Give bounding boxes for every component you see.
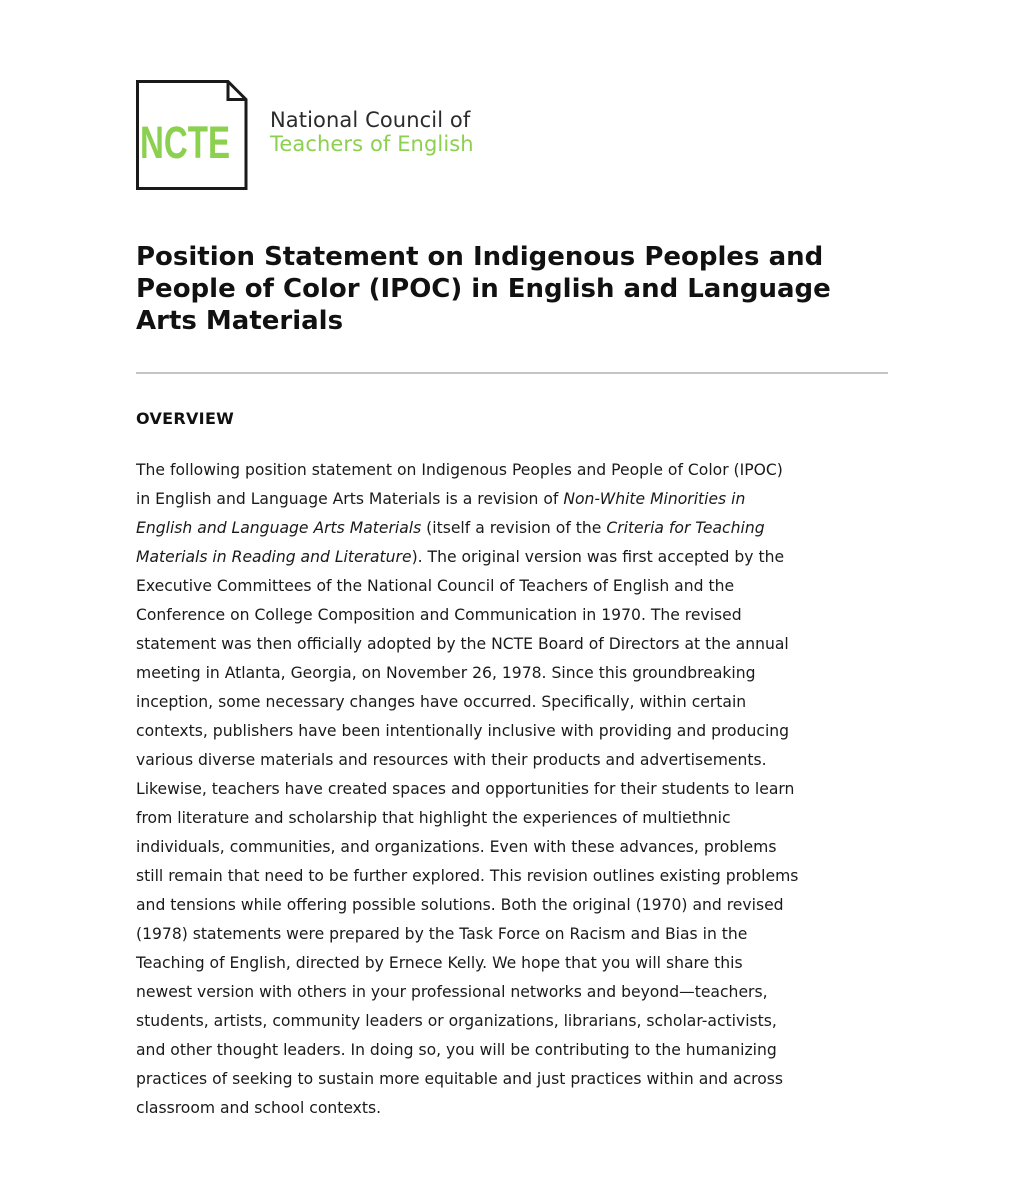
text-run: in English and Language Arts Materials is a revision of xyxy=(136,490,564,508)
paragraph-line xyxy=(136,543,896,572)
text-run: ). The original version was first accepted by the xyxy=(411,548,785,566)
paragraph-line xyxy=(136,514,896,543)
paragraph-line xyxy=(136,949,896,978)
document-title: Position Statement on Indigenous Peoples and People of Color (IPOC) in English and Language Arts Materials xyxy=(136,242,831,336)
text-run: various diverse materials and resources with their products and advertisements. xyxy=(136,751,767,769)
title-divider xyxy=(136,372,888,374)
paragraph-line xyxy=(136,630,896,659)
paragraph-line xyxy=(136,659,896,688)
text-run: (1978) statements were prepared by the Task Force on Racism and Bias in the xyxy=(136,925,748,943)
paragraph-line xyxy=(136,775,896,804)
paragraph-line xyxy=(136,833,896,862)
text-run: inception, some necessary changes have occurred. Specifically, within certain xyxy=(136,693,747,711)
paragraph-line xyxy=(136,746,896,775)
paragraph-line xyxy=(136,862,896,891)
paragraph-line xyxy=(136,572,896,601)
text-run: (itself a revision of the xyxy=(421,519,607,537)
text-run: classroom and school contexts. xyxy=(136,1099,382,1117)
organization-name-line2: Teachers of English xyxy=(270,132,474,156)
paragraph-line xyxy=(136,1007,896,1036)
text-run: students, artists, community leaders or organizations, librarians, scholar-activists, xyxy=(136,1012,777,1030)
text-run: from literature and scholarship that highlight the experiences of multiethnic xyxy=(136,809,731,827)
paragraph-line xyxy=(136,920,896,949)
text-run: contexts, publishers have been intentionally inclusive with providing and producing xyxy=(136,722,790,740)
paragraph-line xyxy=(136,456,896,485)
overview-paragraph xyxy=(136,456,896,1123)
paragraph-line xyxy=(136,978,896,1007)
paragraph-line xyxy=(136,717,896,746)
paragraph-line xyxy=(136,804,896,833)
organization-name-line1: National Council of xyxy=(270,108,471,132)
italic-title-text: Criteria for Teaching xyxy=(606,519,765,537)
paragraph-line xyxy=(136,1065,896,1094)
section-heading-overview: OVERVIEW xyxy=(136,409,235,428)
organization-name xyxy=(270,108,474,156)
italic-title-text: English and Language Arts Materials xyxy=(136,519,422,537)
ncte-logo-mark xyxy=(136,80,248,190)
paragraph-line xyxy=(136,688,896,717)
text-run: newest version with others in your professional networks and beyond—teachers, xyxy=(136,983,768,1001)
logo-mark-text: NCTE xyxy=(140,117,230,168)
paragraph-line xyxy=(136,891,896,920)
text-run: meeting in Atlanta, Georgia, on November 26, 1978. Since this groundbreaking xyxy=(136,664,756,682)
text-run: individuals, communities, and organizations. Even with these advances, problems xyxy=(136,838,777,856)
paragraph-line xyxy=(136,1036,896,1065)
text-run: and other thought leaders. In doing so, you will be contributing to the humanizing xyxy=(136,1041,777,1059)
text-run: Likewise, teachers have created spaces and opportunities for their students to learn xyxy=(136,780,795,798)
paragraph-line xyxy=(136,485,896,514)
paragraph-line xyxy=(136,1094,896,1123)
text-run: and tensions while offering possible solutions. Both the original (1970) and revised xyxy=(136,896,784,914)
text-run: The following position statement on Indigenous Peoples and People of Color (IPOC) xyxy=(136,461,783,479)
text-run: practices of seeking to sustain more equitable and just practices within and across xyxy=(136,1070,784,1088)
text-run: statement was then officially adopted by the NCTE Board of Directors at the annual xyxy=(136,635,789,653)
paragraph-line xyxy=(136,601,896,630)
ncte-logo xyxy=(136,80,248,190)
text-run: Teaching of English, directed by Ernece Kelly. We hope that you will share this xyxy=(136,954,743,972)
italic-title-text: Materials in Reading and Literature xyxy=(136,548,412,566)
text-run: Conference on College Composition and Communication in 1970. The revised xyxy=(136,606,742,624)
text-run: still remain that need to be further explored. This revision outlines existing problems xyxy=(136,867,799,885)
italic-title-text: Non-White Minorities in xyxy=(563,490,746,508)
text-run: Executive Committees of the National Council of Teachers of English and the xyxy=(136,577,735,595)
